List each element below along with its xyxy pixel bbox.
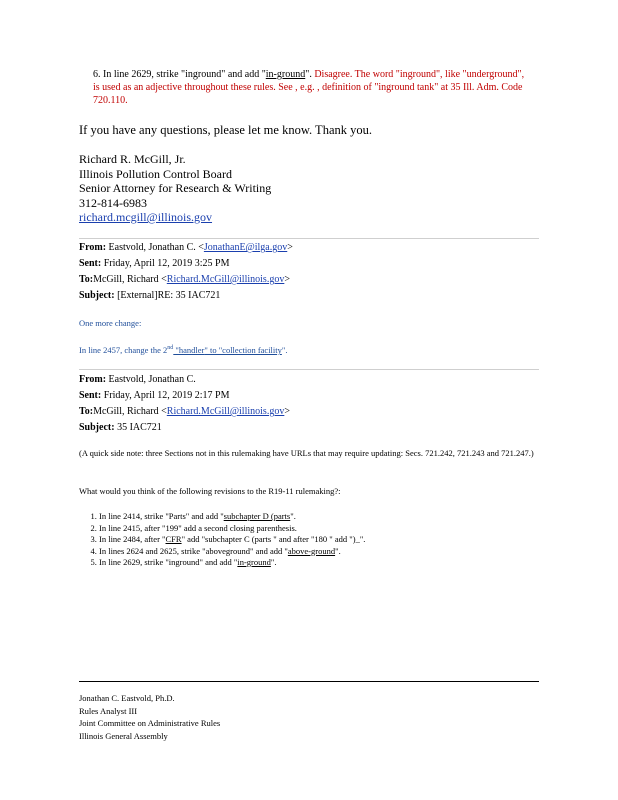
to-label: To: — [79, 274, 94, 285]
item-text-end: ". — [290, 511, 296, 521]
email1-line2-a: In line 2457, change the 2 — [79, 345, 168, 355]
footer-title: Rules Analyst III — [79, 705, 138, 716]
to-email-link[interactable]: Richard.McGill@illinois.gov — [166, 274, 285, 285]
item-text: In line 2415, after "199" add a second closing parenthesis. — [99, 522, 297, 533]
from-label: From: — [79, 374, 107, 385]
footer-assembly: Illinois General Assembly — [79, 730, 168, 741]
subject-label: Subject: — [79, 422, 115, 433]
footer-name: Jonathan C. Eastvold, Ph.D. — [79, 693, 175, 703]
side-note: (A quick side note: three Sections not in this rulemaking have URLs that may require updating: Secs. 721.242, 721.243 and 721.247.) — [79, 448, 534, 458]
item-text-end: ". — [305, 69, 315, 80]
from-name: Eastvold, Jonathan C. < — [108, 242, 204, 253]
signature-block — [79, 152, 271, 225]
divider — [79, 238, 539, 239]
email1-line1: One more change: — [79, 318, 142, 328]
item-text: In line 2629, strike "inground" and add " — [99, 557, 238, 567]
email1-line2-c: " to "collection facility — [204, 345, 282, 355]
underlined-text: subchapter D (parts — [223, 511, 291, 521]
signature-org: Illinois Pollution Control Board — [79, 166, 233, 181]
to-email-link[interactable]: Richard.McGill@illinois.gov — [166, 406, 285, 417]
divider — [79, 369, 539, 370]
email-header-1: From: Eastvold, Jonathan C. <JonathanE@ilga.gov> Sent: Friday, April 12, 2019 3:25 PM To:McGill, Richard <Richard.McGill@illinois.gov> Subject: [External]RE: 35 IAC721 — [79, 242, 293, 301]
item-text-end: " add "subchapter C (parts " and after "180 " add ")_". — [181, 534, 366, 544]
signature-email-link[interactable]: richard.mcgill@illinois.gov — [79, 210, 213, 224]
reviewer-comment: Disagree. The word "inground", like "underground", is used as an adjective throughout these rules. See , e.g. , definition of "inground tank" at 35 Ill. Adm. Code 720.110. — [93, 69, 525, 106]
underlined-text: in-ground — [265, 69, 306, 80]
signature-phone: 312-814-6983 — [79, 195, 147, 210]
from-email-link[interactable]: JonathanE@ilga.gov — [203, 242, 288, 253]
list-item — [99, 546, 539, 558]
item-number: 6. — [93, 69, 101, 80]
item-text: In lines 2624 and 2625, strike "aboveground" and add " — [99, 545, 288, 556]
subject-value: 35 IAC721 — [117, 422, 162, 433]
sent-value: Friday, April 12, 2019 2:17 PM — [103, 390, 230, 401]
subject-value: [External]RE: 35 IAC721 — [117, 290, 221, 301]
to-name: McGill, Richard < — [93, 274, 167, 285]
item-text-end: ". — [335, 545, 341, 556]
from-label: From: — [79, 242, 107, 253]
footer-signature — [79, 692, 220, 742]
email1-line2-d: ". — [281, 345, 288, 355]
list-item — [99, 511, 539, 523]
footer-committee: Joint Committee on Administrative Rules — [79, 718, 221, 728]
from-name: Eastvold, Jonathan C. — [108, 374, 196, 385]
item-text: In line 2414, strike "Parts" and add " — [99, 511, 224, 521]
email1-line2-sup: nd — [167, 345, 174, 352]
list-item-6 — [93, 68, 533, 107]
revisions-list — [79, 511, 539, 569]
underlined-text: in-ground — [237, 557, 271, 567]
item-text-end: ". — [270, 557, 277, 567]
subject-label: Subject: — [79, 290, 115, 301]
to-name: McGill, Richard < — [93, 406, 167, 417]
closing-text: If you have any questions, please let me know. Thank you. — [79, 123, 372, 137]
signature-name: Richard R. McGill, Jr. — [79, 152, 186, 166]
signature-title: Senior Attorney for Research & Writing — [79, 181, 272, 195]
underlined-text: above-ground — [287, 545, 336, 556]
list-item — [99, 534, 539, 546]
sent-label: Sent: — [79, 258, 102, 269]
email1-line2-b: "handler — [173, 345, 205, 355]
list-item — [99, 523, 539, 535]
email1-line2 — [79, 345, 288, 355]
sent-value: Friday, April 12, 2019 3:25 PM — [103, 258, 230, 269]
email-header-2: From: Eastvold, Jonathan C. Sent: Friday, April 12, 2019 2:17 PM To:McGill, Richard <Richard.McGill@illinois.gov> Subject: 35 IAC721 — [79, 374, 290, 433]
to-label: To: — [79, 406, 94, 417]
footer-divider — [79, 681, 539, 682]
item-text: In line 2484, after " — [99, 534, 166, 544]
underlined-text: CFR — [165, 534, 182, 544]
sent-label: Sent: — [79, 390, 102, 401]
item-text: In line 2629, strike "inground" and add " — [103, 69, 266, 80]
question: What would you think of the following revisions to the R19-11 rulemaking?: — [79, 486, 341, 496]
list-item — [99, 557, 539, 569]
